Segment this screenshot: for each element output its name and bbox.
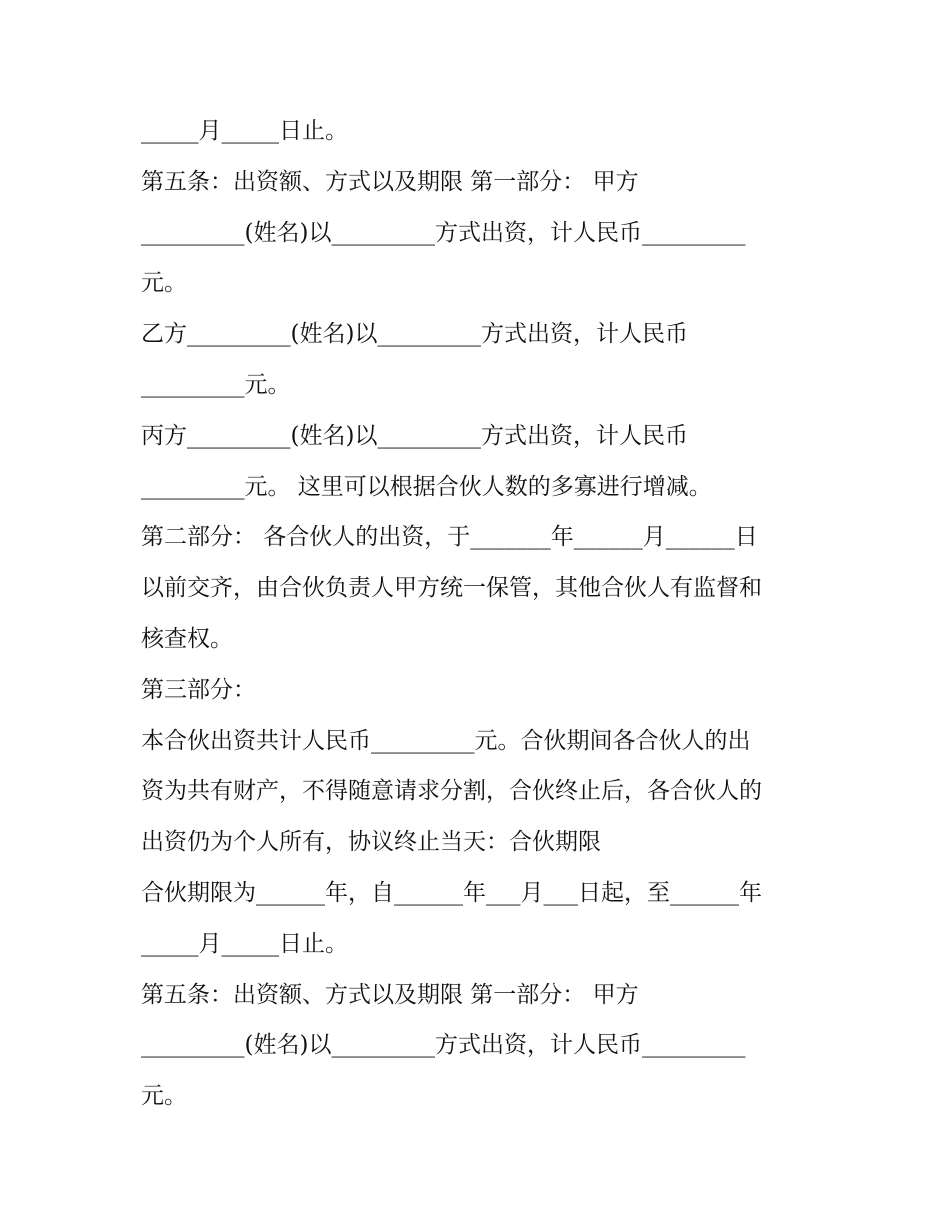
- document-body: [141, 106, 821, 1122]
- text-line: 以前交齐，由合伙负责人甲方统一保管，其他合伙人有监督和: [141, 575, 762, 602]
- text-line: 第五条：出资额、方式以及期限 第一部分： 甲方: [141, 981, 639, 1008]
- text-line: _________(姓名)以_________方式出资，计人民币_________: [141, 219, 746, 246]
- text-line: 本合伙出资共计人民币_________元。合伙期间各合伙人的出: [141, 727, 751, 754]
- text-line: _____月_____日止。: [141, 930, 348, 957]
- text-line: 第二部分： 各合伙人的出资，于_______年______月______日: [141, 524, 758, 551]
- text-line: _________元。: [141, 371, 291, 398]
- text-line: _________元。 这里可以根据合伙人数的多寡进行增减。: [141, 473, 712, 500]
- text-line: _________(姓名)以_________方式出资，计人民币_________: [141, 1032, 746, 1059]
- text-line: 合伙期限为______年，自______年___月___日起，至______年: [141, 879, 762, 906]
- text-line: 丙方_________(姓名)以_________方式出资，计人民币: [141, 422, 688, 449]
- text-line: 元。: [141, 270, 187, 297]
- text-line: 元。: [141, 1083, 187, 1110]
- text-line: 第三部分：: [141, 676, 256, 703]
- text-line: 第五条：出资额、方式以及期限 第一部分： 甲方: [141, 168, 639, 195]
- text-line: 资为共有财产，不得随意请求分割，合伙终止后，各合伙人的: [141, 778, 762, 805]
- text-line: 乙方_________(姓名)以_________方式出资，计人民币: [141, 321, 688, 348]
- text-line: 核查权。: [141, 625, 233, 652]
- text-line: _____月_____日止。: [141, 118, 348, 144]
- text-line: 出资仍为个人所有，协议终止当天：合伙期限: [141, 829, 601, 856]
